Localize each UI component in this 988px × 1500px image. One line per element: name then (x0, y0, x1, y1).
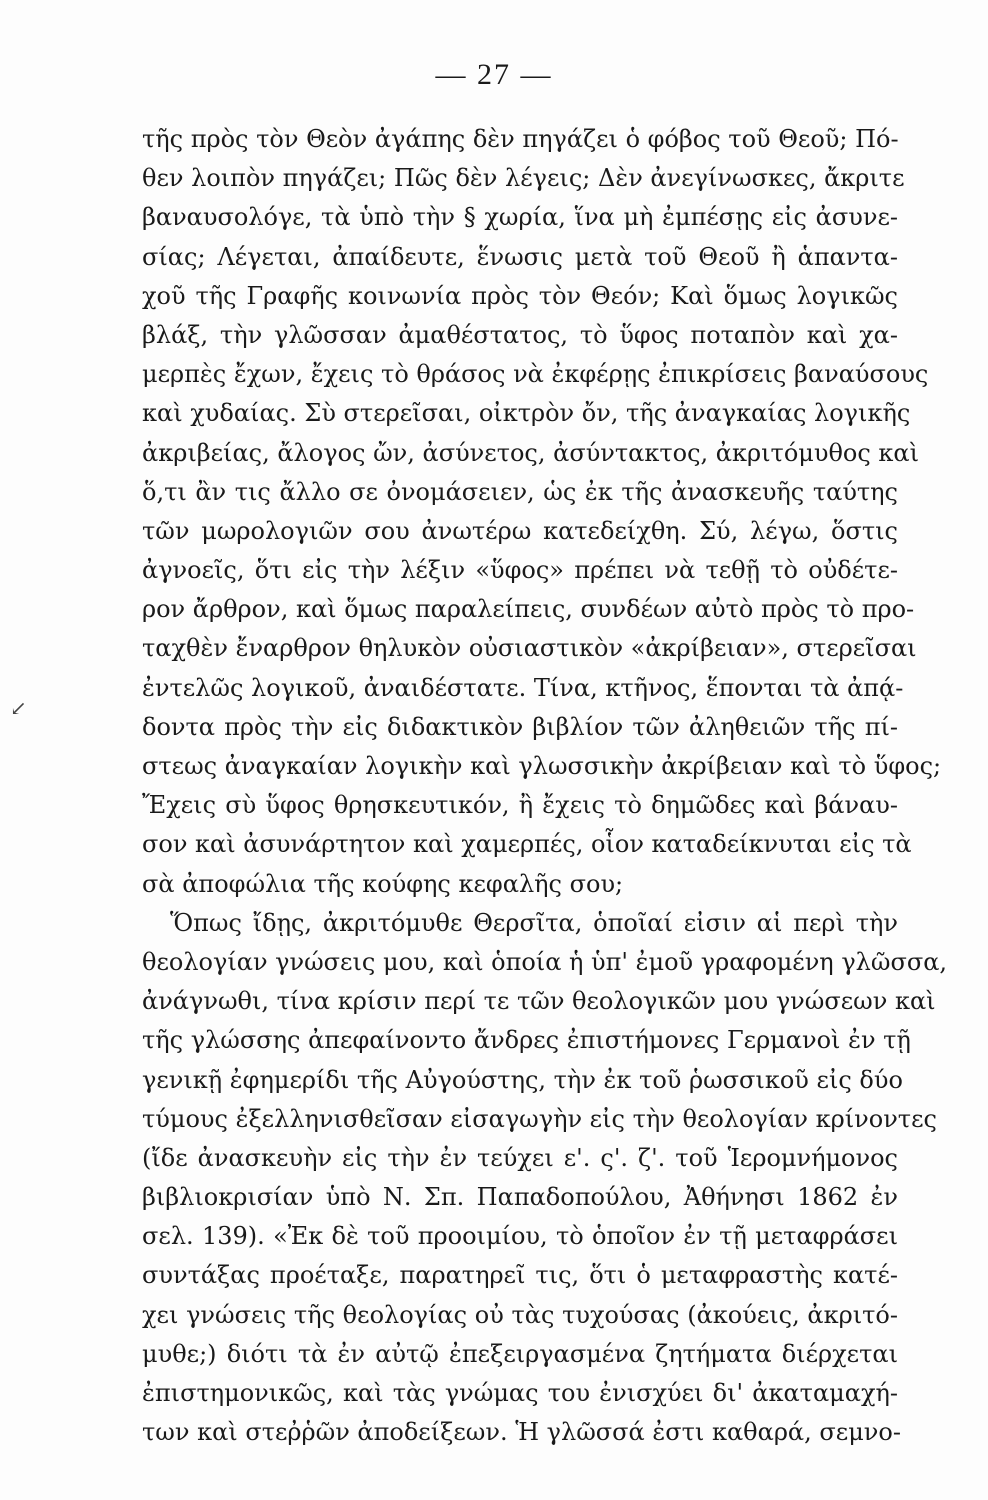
text-line: ἀνάγνωθι, τίνα κρίσιν περί τε τῶν θεολογικῶν μου γνώσεων καὶ (142, 987, 936, 1016)
body-text (142, 120, 948, 1452)
text-line: θεν λοιπὸν πηγάζει; Πῶς δὲν λέγεις; Δὲν ἀνεγίνωσκες, ἄκριτε (142, 164, 905, 193)
text-line: (ἴδε ἀνασκευὴν εἰς τὴν ἐν τεύχει ε'. ς'. ζ'. τοῦ Ἱερομνήμονος (142, 1143, 898, 1172)
text-line: βλάξ, τὴν γλῶσσαν ἀμαθέστατος, τὸ ὕφος ποταπὸν καὶ χα- (142, 320, 898, 349)
text-line: ἐπιστημονικῶς, καὶ τὰς γνώμας του ἐνισχύει δι' ἀκαταμαχή- (142, 1379, 898, 1407)
text-line: ρον ἄρθρον, καὶ ὅμως παραλείπεις, συνδέων αὐτὸ πρὸς τὸ προ- (142, 595, 915, 624)
text-line: συντάξας προέταξε, παρατηρεῖ τις, ὅτι ὁ μεταφραστὴς κατέ- (142, 1261, 898, 1290)
text-line: τύμους ἐξελληνισθεῖσαν εἰσαγωγὴν εἰς τὴν θεολογίαν κρίνοντες (142, 1104, 937, 1133)
text-line: γενικῇ ἐφημερίδι τῆς Αὐγούστης, τὴν ἐκ τοῦ ῥωσσικοῦ εἰς δύο (142, 1065, 903, 1094)
text-line: τῆς πρὸς τὸν Θεὸν ἀγάπης δὲν πηγάζει ὁ φόβος τοῦ Θεοῦ; Πό- (142, 125, 899, 153)
text-line: τῶν μωρολογιῶν σου ἀνωτέρω κατεδείχθη. Σύ, λέγω, ὅστις (142, 516, 898, 545)
text-line: Ἔχεις σὺ ὕφος θρησκευτικόν, ἢ ἔχεις τὸ δημῶδες καὶ βάναυ- (142, 791, 898, 820)
text-line: σον καὶ ἀσυνάρτητον καὶ χαμερπές, οἷον καταδείκνυται εἰς τὰ (142, 830, 912, 859)
text-line: βαναυσολόγε, τὰ ὑπὸ τὴν § χωρία, ἵνα μὴ ἐμπέσῃς εἰς ἀσυνε- (142, 203, 898, 232)
text-line: καὶ χυδαίας. Σὺ στερεῖσαι, οἰκτρὸν ὄν, τῆς ἀναγκαίας λογικῆς (142, 399, 911, 428)
text-line: σὰ ἀποφώλια τῆς κούφης κεφαλῆς σου; (142, 869, 624, 898)
text-line: ταχθὲν ἔναρθρον θηλυκὸν οὐσιαστικὸν «ἀκρίβειαν», στερεῖσαι (142, 634, 917, 663)
text-line: βιβλιοκρισίαν ὑπὸ Ν. Σπ. Παπαδοπούλου, Ἀθήνησι 1862 ἐν (142, 1183, 898, 1212)
text-line: ἐντελῶς λογικοῦ, ἀναιδέστατε. Τίνα, κτῆνος, ἕπονται τὰ ἀπᾴ- (142, 673, 904, 702)
text-line: ὅ,τι ἂν τις ἄλλο σε ὀνομάσειεν, ὡς ἐκ τῆς ἀνασκευῆς ταύτης (142, 477, 898, 506)
text-line: ἀκριβείας, ἄλογος ὤν, ἀσύνετος, ἀσύντακτος, ἀκριτόμυθος καὶ (142, 438, 920, 467)
text-line: τῆς γλώσσης ἀπεφαίνοντο ἄνδρες ἐπιστήμονες Γερμανοὶ ἐν τῇ (142, 1026, 911, 1055)
text-line: Ὅπως ἴδῃς, ἀκριτόμυθε Θερσῖτα, ὁποῖαί εἰσιν αἱ περὶ τὴν (170, 908, 898, 937)
text-line: θεολογίαν γνώσεις μου, καὶ ὁποία ἡ ὑπ' ἐμοῦ γραφομένη γλῶσσα, (142, 947, 948, 976)
text-line: μερπὲς ἔχων, ἔχεις τὸ θράσος νὰ ἐκφέρῃς ἐπικρίσεις βαναύσους (142, 360, 929, 389)
text-line: χει γνώσεις τῆς θεολογίας οὐ τὰς τυχούσας (ἀκούεις, ἀκριτό- (142, 1300, 898, 1329)
text-line: σελ. 139). «Ἐκ δὲ τοῦ προοιμίου, τὸ ὁποῖον ἐν τῇ μεταφράσει (142, 1222, 898, 1251)
text-line: μυθε;) διότι τὰ ἐν αὐτῷ ἐπεξειργασμένα ζητήματα διέρχεται (142, 1339, 898, 1368)
text-line: χοῦ τῆς Γραφῆς κοινωνία πρὸς τὸν Θεόν; Καὶ ὅμως λογικῶς (142, 281, 898, 310)
text-line: ἀγνοεῖς, ὅτι εἰς τὴν λέξιν «ὕφος» πρέπει νὰ τεθῇ τὸ οὐδέτε- (142, 556, 898, 585)
page-number: — 27 — (435, 58, 553, 91)
text-line: των καὶ στεῤῥῶν ἀποδείξεων. Ἡ γλῶσσά ἐστι καθαρά, σεμνο- (142, 1418, 901, 1447)
text-line: στεως ἀναγκαίαν λογικὴν καὶ γλωσσικὴν ἀκρίβειαν καὶ τὸ ὕφος; (142, 752, 942, 780)
text-line: δοντα πρὸς τὴν εἰς διδακτικὸν βιβλίον τῶν ἀληθειῶν τῆς πί- (142, 712, 898, 741)
margin-mark: ↙ (10, 696, 27, 720)
text-line: σίας; Λέγεται, ἀπαίδευτε, ἕνωσις μετὰ τοῦ Θεοῦ ἢ ἁπαντα- (142, 242, 898, 271)
